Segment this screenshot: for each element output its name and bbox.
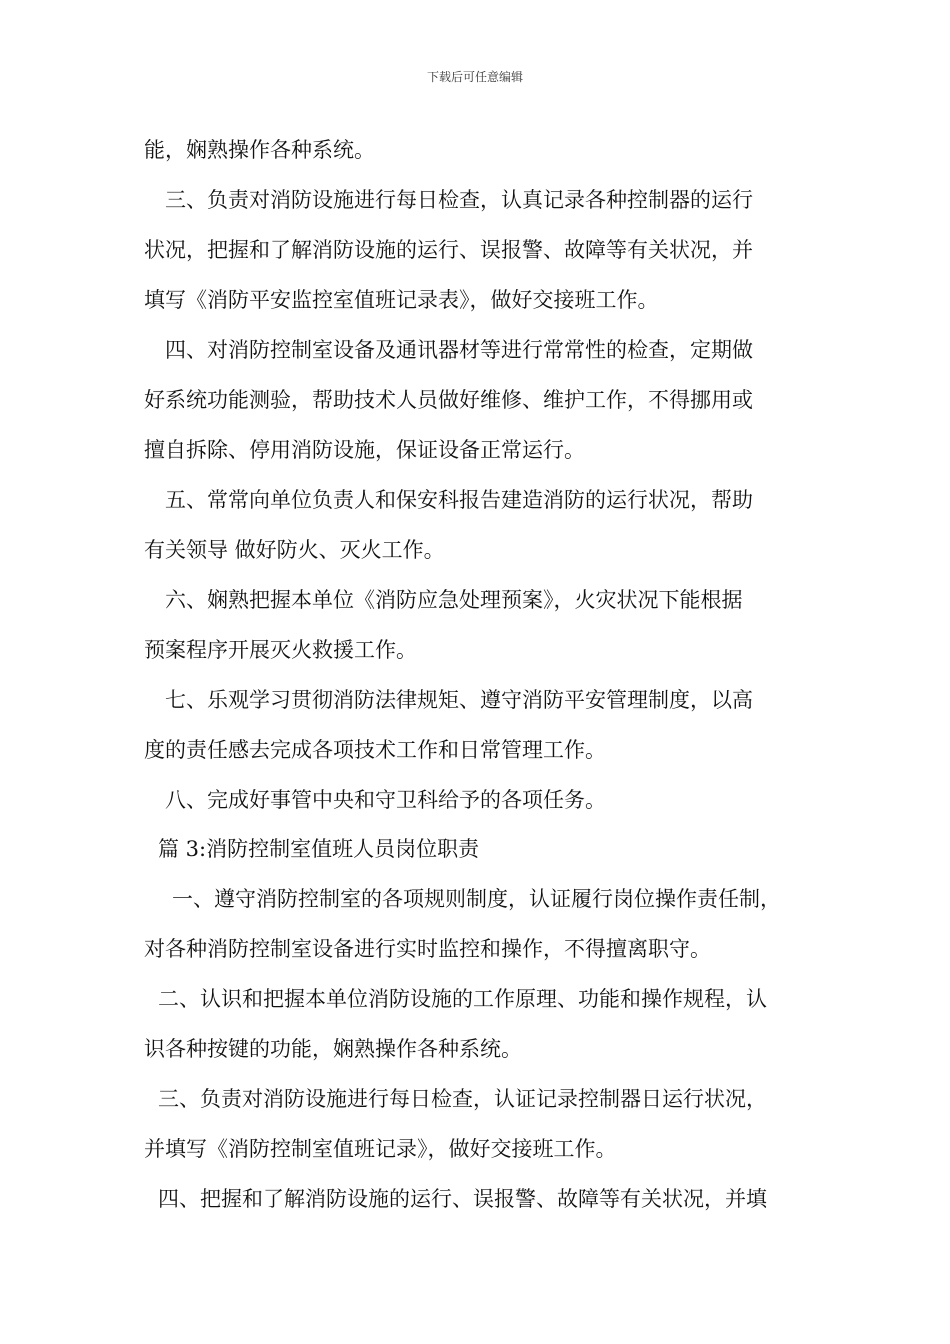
- text-line: 识各种按键的功能，娴熟操作各种系统。: [144, 1037, 522, 1061]
- text-line: 四、对消防控制室设备及通讯器材等进行常常性的检查，定期做: [165, 338, 753, 362]
- text-line: 对各种消防控制室设备进行实时监控和操作，不得擅离职守。: [144, 937, 711, 961]
- text-line: 有关领导 做好防火、灭火工作。: [144, 538, 445, 562]
- text-line: 三、负责对消防设施进行每日检查，认证记录控制器日运行状况，: [158, 1087, 767, 1111]
- text-line: 并填写《消防控制室值班记录》，做好交接班工作。: [144, 1137, 617, 1161]
- text-line: 四、把握和了解消防设施的运行、误报警、故障等有关状况，并填: [158, 1187, 767, 1211]
- text-line: 七、乐观学习贯彻消防法律规矩、遵守消防平安管理制度，以高: [165, 688, 753, 712]
- text-line: 预案程序开展灭火救援工作。: [144, 638, 417, 662]
- text-line: 擅自拆除、停用消防设施，保证设备正常运行。: [144, 438, 585, 462]
- text-line: 好系统功能测验，帮助技术人员做好维修、维护工作，不得挪用或: [144, 388, 753, 412]
- text-line: 填写《消防平安监控室值班记录表》，做好交接班工作。: [144, 288, 659, 312]
- text-line: 八、完成好事管中央和守卫科给予的各项任务。: [165, 788, 606, 812]
- text-line: 一、遵守消防控制室的各项规则制度，认证履行岗位操作责任制，: [172, 887, 781, 911]
- text-line: 六、娴熟把握本单位《消防应急处理预案》，火灾状况下能根据: [165, 588, 743, 612]
- text-line: 二、认识和把握本单位消防设施的工作原理、功能和操作规程，认: [158, 987, 767, 1011]
- section-heading: 篇 3:消防控制室值班人员岗位职责: [158, 837, 480, 861]
- text-line: 能，娴熟操作各种系统。: [144, 138, 375, 162]
- page-header-note: 下载后可任意编辑: [426, 70, 523, 84]
- text-line: 状况，把握和了解消防设施的运行、误报警、故障等有关状况，并: [144, 238, 753, 262]
- text-line: 五、常常向单位负责人和保安科报告建造消防的运行状况，帮助: [165, 488, 753, 512]
- text-line: 三、负责对消防设施进行每日检查，认真记录各种控制器的运行: [165, 188, 753, 212]
- text-line: 度的责任感去完成各项技术工作和日常管理工作。: [144, 738, 606, 762]
